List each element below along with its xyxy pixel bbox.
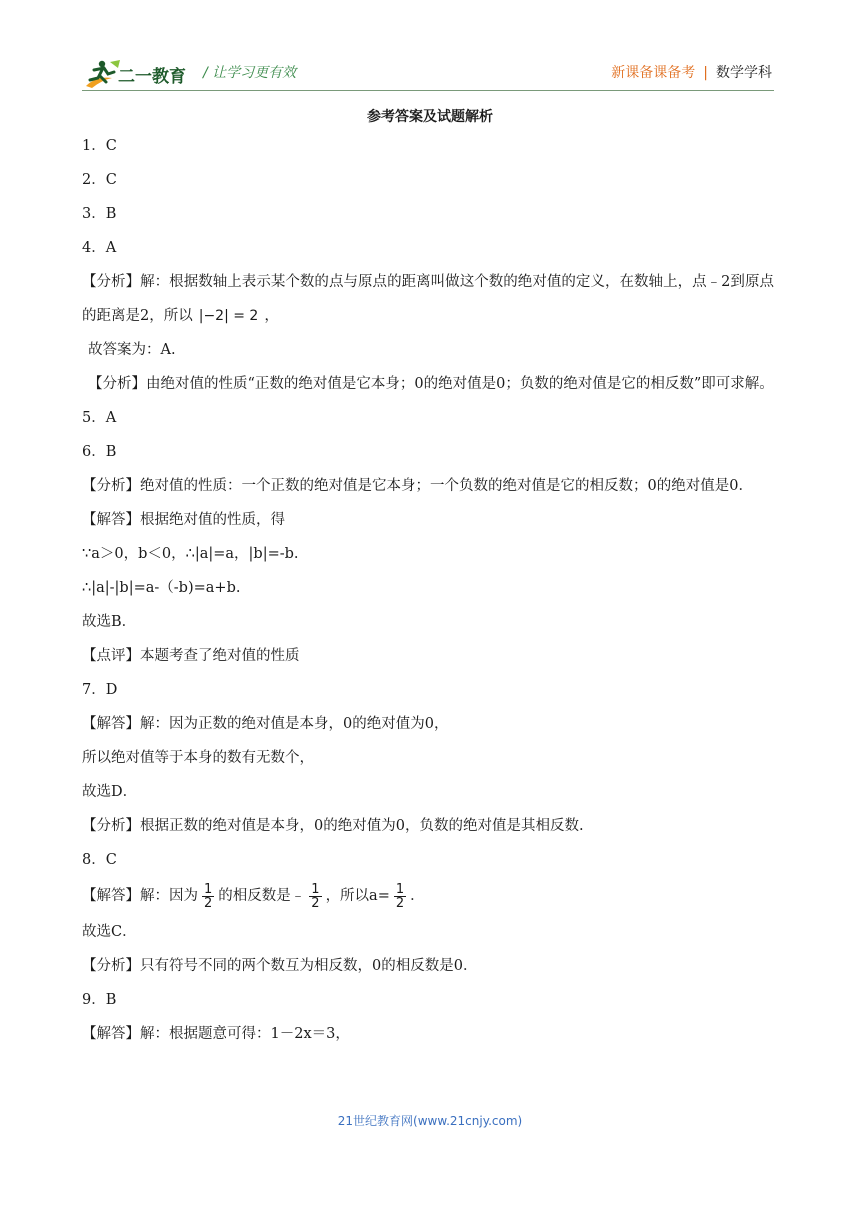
logo <box>82 58 190 90</box>
fraction-denominator: 2 <box>311 895 320 911</box>
fraction-denominator: 2 <box>204 895 213 911</box>
solution-line: 【解答】解：根据题意可得：1－2x＝3， <box>82 1026 350 1042</box>
solution-text: ，所以a= <box>325 888 390 904</box>
fraction <box>394 883 406 910</box>
math-expression: |−2| = 2 <box>198 308 259 324</box>
answer-content <box>82 129 774 1051</box>
answer-line: 5．A <box>82 410 117 426</box>
answer-line: 故答案为：A. <box>88 342 176 358</box>
answer-line: 3．B <box>82 206 117 222</box>
answer-line: 8．C <box>82 852 117 868</box>
answer-line: 7．D <box>82 682 118 698</box>
punctuation: ． <box>410 888 425 904</box>
answer-line: 4．A <box>82 240 117 256</box>
course-label: 新课备课备考 <box>611 65 696 81</box>
fraction <box>309 883 321 910</box>
solution-line: 【解答】解：因为正数的绝对值是本身，0的绝对值为0， <box>82 716 449 732</box>
subject-label: 数学学科 <box>716 65 772 81</box>
footer-link[interactable]: 21世纪教育网(www.21cnjy.com) <box>337 1114 523 1128</box>
answer-line: 9．B <box>82 992 117 1008</box>
solution-text: 【解答】解：因为 <box>82 888 198 904</box>
solution-line <box>82 877 774 915</box>
solution-text: 的相反数是﹣ <box>218 888 306 904</box>
runner-logo-icon <box>82 58 122 90</box>
analysis-paragraph: 【分析】由绝对值的性质“正数的绝对值是它本身；0的绝对值是0；负数的绝对值是它的相反数”即可求解。 <box>88 376 774 392</box>
solution-line: ∴|a|-|b|=a-（-b)=a+b. <box>82 580 241 596</box>
punctuation: ， <box>264 308 279 324</box>
analysis-paragraph: 【分析】绝对值的性质：一个正数的绝对值是它本身；一个负数的绝对值是它的相反数；0的绝对值是0． <box>82 478 753 494</box>
answer-line: 1．C <box>82 138 117 154</box>
answer-line: 2．C <box>82 172 117 188</box>
solution-line: 故选C． <box>82 924 137 940</box>
fraction-numerator: 1 <box>311 881 320 897</box>
fraction-numerator: 1 <box>395 881 405 897</box>
analysis-line: 【分析】只有符号不同的两个数互为相反数，0的相反数是0． <box>82 958 478 974</box>
subject-tag <box>611 62 772 82</box>
fraction-denominator: 2 <box>395 895 405 911</box>
analysis-line: 【分析】根据正数的绝对值是本身，0的绝对值为0，负数的绝对值是其相反数. <box>82 818 584 834</box>
page-header <box>82 58 772 90</box>
separator: | <box>703 65 708 81</box>
fraction <box>202 883 214 910</box>
logo-text: 二一教育 <box>118 67 186 87</box>
comment-line: 【点评】本题考查了绝对值的性质 <box>82 648 300 664</box>
page-title: 参考答案及试题解析 <box>367 109 493 125</box>
analysis-paragraph <box>82 265 774 333</box>
solution-line: 故选D． <box>82 784 138 800</box>
solution-line: ∵a＞0，b＜0，∴|a|=a，|b|=-b. <box>82 546 299 562</box>
analysis-text: 【分析】解：根据数轴上表示某个数的点与原点的距离叫做这个数的绝对值的定义，在数轴上，点﹣2到原点的距离是2，所以 <box>82 274 774 324</box>
fraction-numerator: 1 <box>204 881 213 897</box>
solution-line: 故选B． <box>82 614 137 630</box>
answer-line: 6．B <box>82 444 117 460</box>
slogan: / 让学习更有效 <box>203 65 297 81</box>
header-divider <box>82 90 774 91</box>
solution-line: 【解答】根据绝对值的性质，得 <box>82 512 285 528</box>
solution-line: 所以绝对值等于本身的数有无数个， <box>82 750 314 766</box>
